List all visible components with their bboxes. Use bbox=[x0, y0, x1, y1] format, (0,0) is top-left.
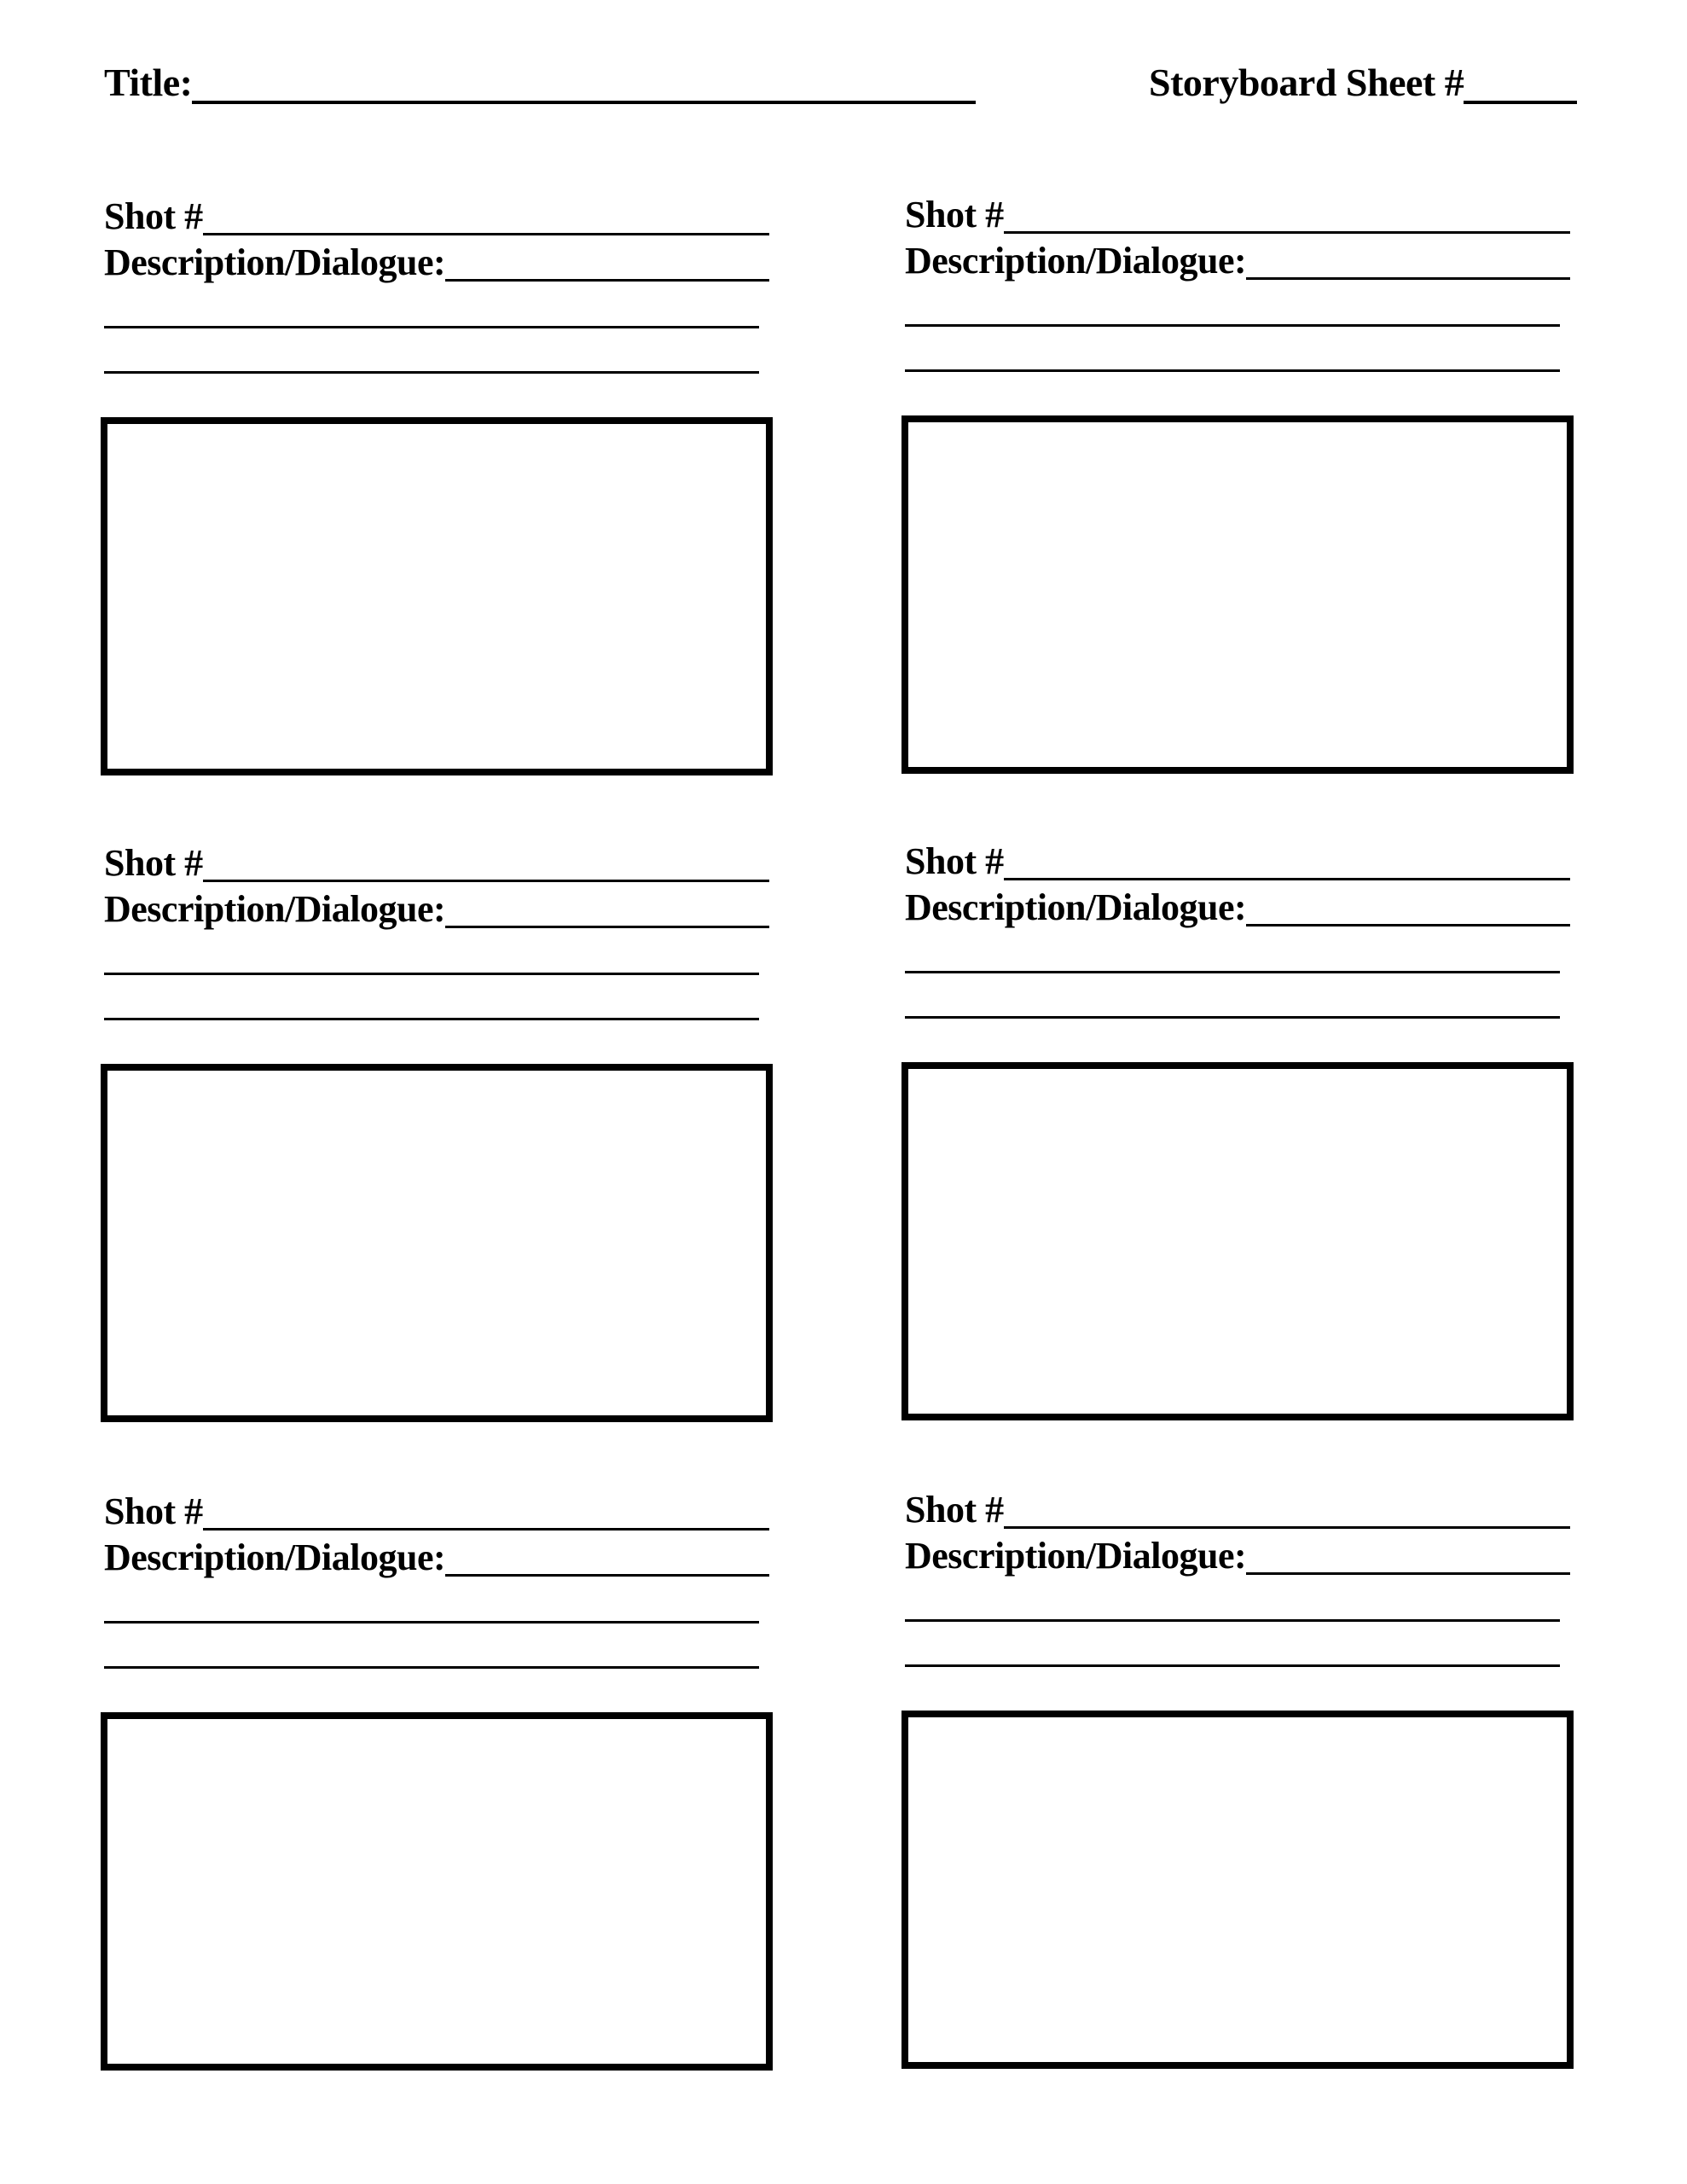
shot-number-blank[interactable] bbox=[1004, 230, 1570, 234]
shot-number-field[interactable] bbox=[905, 1491, 1570, 1534]
shot-number-blank[interactable] bbox=[1004, 1525, 1570, 1529]
shot-number-label: Shot # bbox=[905, 1489, 1004, 1531]
description-field[interactable] bbox=[104, 241, 769, 287]
description-field[interactable] bbox=[905, 886, 1570, 932]
sketch-frame[interactable] bbox=[901, 1062, 1574, 1420]
shot-number-label: Shot # bbox=[104, 195, 203, 237]
description-label: Description/Dialogue: bbox=[104, 1536, 446, 1578]
sheet-number-blank[interactable] bbox=[1464, 100, 1577, 104]
sheet-number-field[interactable] bbox=[1149, 56, 1577, 109]
description-blank[interactable] bbox=[445, 1573, 769, 1577]
description-line[interactable] bbox=[104, 326, 759, 328]
description-blank[interactable] bbox=[445, 925, 769, 928]
description-line[interactable] bbox=[905, 1619, 1560, 1622]
description-label: Description/Dialogue: bbox=[905, 240, 1247, 282]
description-line[interactable] bbox=[104, 1666, 759, 1669]
shot-number-blank[interactable] bbox=[1004, 877, 1570, 880]
description-line[interactable] bbox=[905, 971, 1560, 973]
description-label: Description/Dialogue: bbox=[104, 888, 446, 930]
shot-number-field[interactable] bbox=[905, 196, 1570, 239]
description-blank[interactable] bbox=[1246, 276, 1570, 280]
sketch-frame[interactable] bbox=[101, 1712, 773, 2071]
description-blank[interactable] bbox=[445, 278, 769, 282]
description-line[interactable] bbox=[104, 1621, 759, 1623]
shot-number-label: Shot # bbox=[104, 842, 203, 884]
sketch-frame[interactable] bbox=[101, 417, 773, 775]
description-label: Description/Dialogue: bbox=[104, 241, 446, 283]
shot-number-blank[interactable] bbox=[203, 879, 769, 882]
title-blank[interactable] bbox=[192, 100, 976, 104]
shot-number-label: Shot # bbox=[104, 1490, 203, 1532]
shot-number-label: Shot # bbox=[905, 194, 1004, 235]
description-field[interactable] bbox=[104, 888, 769, 933]
shot-number-blank[interactable] bbox=[203, 232, 769, 235]
description-line[interactable] bbox=[905, 324, 1560, 327]
shot-number-field[interactable] bbox=[905, 840, 1570, 886]
shot-number-field[interactable] bbox=[104, 195, 769, 241]
description-blank[interactable] bbox=[1246, 1571, 1570, 1575]
sketch-frame[interactable] bbox=[901, 415, 1574, 774]
description-field[interactable] bbox=[905, 1537, 1570, 1580]
description-line[interactable] bbox=[905, 1664, 1560, 1667]
sheet-number-label: Storyboard Sheet # bbox=[1149, 61, 1464, 104]
description-line[interactable] bbox=[104, 371, 759, 374]
shot-number-label: Shot # bbox=[905, 840, 1004, 882]
description-label: Description/Dialogue: bbox=[905, 1535, 1247, 1577]
description-line[interactable] bbox=[905, 369, 1560, 372]
description-line[interactable] bbox=[104, 973, 759, 975]
description-field[interactable] bbox=[104, 1536, 769, 1582]
sketch-frame[interactable] bbox=[901, 1711, 1574, 2069]
description-field[interactable] bbox=[905, 242, 1570, 285]
title-field[interactable] bbox=[104, 56, 976, 109]
description-blank[interactable] bbox=[1246, 923, 1570, 926]
sketch-frame[interactable] bbox=[101, 1064, 773, 1422]
shot-number-blank[interactable] bbox=[203, 1527, 769, 1531]
description-label: Description/Dialogue: bbox=[905, 886, 1247, 928]
shot-number-field[interactable] bbox=[104, 842, 769, 887]
shot-number-field[interactable] bbox=[104, 1490, 769, 1536]
title-label: Title: bbox=[104, 61, 193, 104]
description-line[interactable] bbox=[905, 1016, 1560, 1019]
description-line[interactable] bbox=[104, 1018, 759, 1020]
